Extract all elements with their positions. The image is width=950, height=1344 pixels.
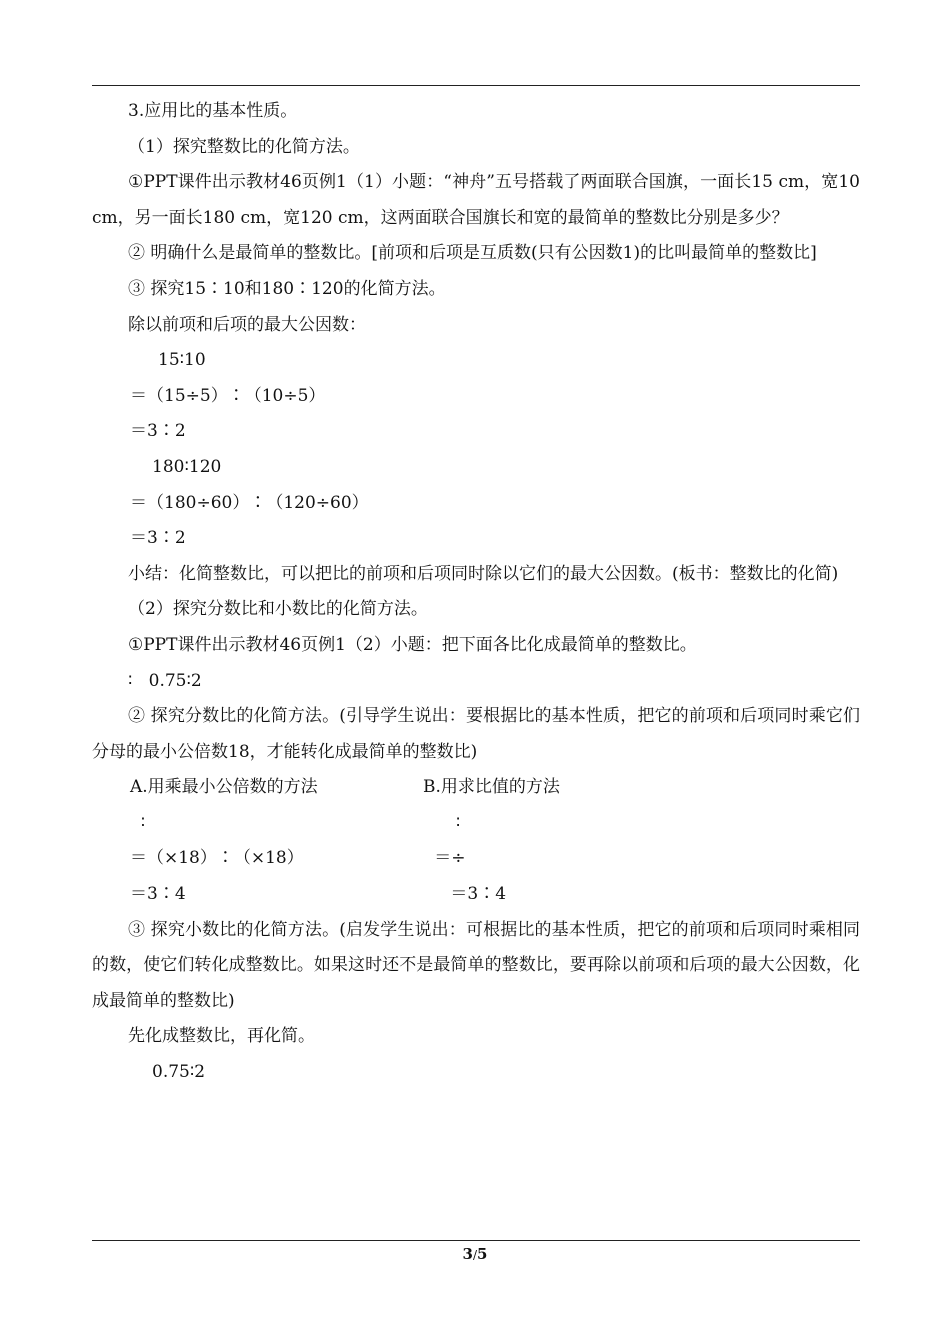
- method-a-result: ＝3∶4: [130, 884, 186, 905]
- calc-line: ＝（180÷60）∶（120÷60）: [130, 492, 369, 513]
- calc-line: 0.75∶2: [152, 1062, 206, 1083]
- current-page: 3: [462, 1245, 473, 1263]
- header-rule: [92, 85, 860, 86]
- example-problem-2-text: ①PPT课件出示教材46页例1（2）小题：把下面各比化成最简单的整数比。: [128, 634, 697, 655]
- method-row: [92, 877, 860, 913]
- method-b-step: ∶: [418, 812, 461, 833]
- calc-line: 180∶120: [152, 456, 222, 477]
- calc-line: ＝3∶2: [130, 421, 186, 442]
- method-row: [92, 770, 860, 806]
- method-row: [92, 806, 860, 842]
- method-a-step: ∶: [130, 812, 146, 833]
- explore-decimal-method: ③ 探究小数比的化简方法。(启发学生说出：可根据比的基本性质，把它的前项和后项同时乘相同的数，使它们转化成整数比。如果这时还不是最简单的整数比，要再除以前项和后项的最大公因数，化成最简单的整数比): [92, 919, 860, 1011]
- method-a-label: A.用乘最小公倍数的方法: [130, 777, 318, 798]
- explore-integer-method: ③ 探究15∶10和180∶120的化简方法。: [128, 278, 446, 299]
- calc-line: 15∶10: [158, 350, 206, 371]
- total-pages: 5: [477, 1245, 488, 1263]
- method-row: [92, 841, 860, 877]
- summary-text: 小结：化简整数比，可以把比的前项和后项同时除以它们的最大公因数。(板书：整数比的化简): [128, 563, 839, 584]
- section-heading: 3.应用比的基本性质。: [128, 101, 298, 121]
- example-problem-text: ①PPT课件出示教材46页例1（1）小题：“神舟”五号搭载了两面联合国旗，一面长15 cm，宽10 cm，另一面长180 cm，宽120 cm，这两面联合国旗长和宽的最简单的整数比分别是多少？: [92, 172, 866, 228]
- simplest-ratio-definition: ② 明确什么是最简单的整数比。[前项和后项是互质数(只有公因数1)的比叫最简单的整数比]: [128, 243, 817, 264]
- footer-rule: [92, 1240, 860, 1241]
- page-content: [92, 94, 866, 1091]
- calc-line: ＝（15÷5）∶（10÷5）: [130, 385, 326, 406]
- decimal-step-note: 先化成整数比，再化简。: [128, 1026, 315, 1047]
- method-b-label: B.用求比值的方法: [423, 777, 560, 798]
- ratios-to-simplify: ∶ 0.75∶2: [128, 670, 202, 691]
- page-number: [0, 1242, 950, 1267]
- explore-fraction-method: ② 探究分数比的化简方法。(引导学生说出：要根据比的基本性质，把它的前项和后项同时乘它们分母的最小公倍数18，才能转化成最简单的整数比): [92, 706, 860, 762]
- subsection-heading-fraction-decimal: （2）探究分数比和小数比的化简方法。: [128, 599, 428, 620]
- method-a-step: ＝（×18）∶（×18）: [130, 848, 304, 869]
- method-b-step: ＝÷: [418, 848, 466, 869]
- page-separator: /: [472, 1248, 478, 1262]
- subsection-heading-integer-ratio: （1）探究整数比的化简方法。: [128, 136, 360, 157]
- method-note: 除以前项和后项的最大公因数：: [128, 314, 366, 335]
- calc-line: ＝3∶2: [130, 528, 186, 549]
- method-b-result: ＝3∶4: [418, 884, 507, 905]
